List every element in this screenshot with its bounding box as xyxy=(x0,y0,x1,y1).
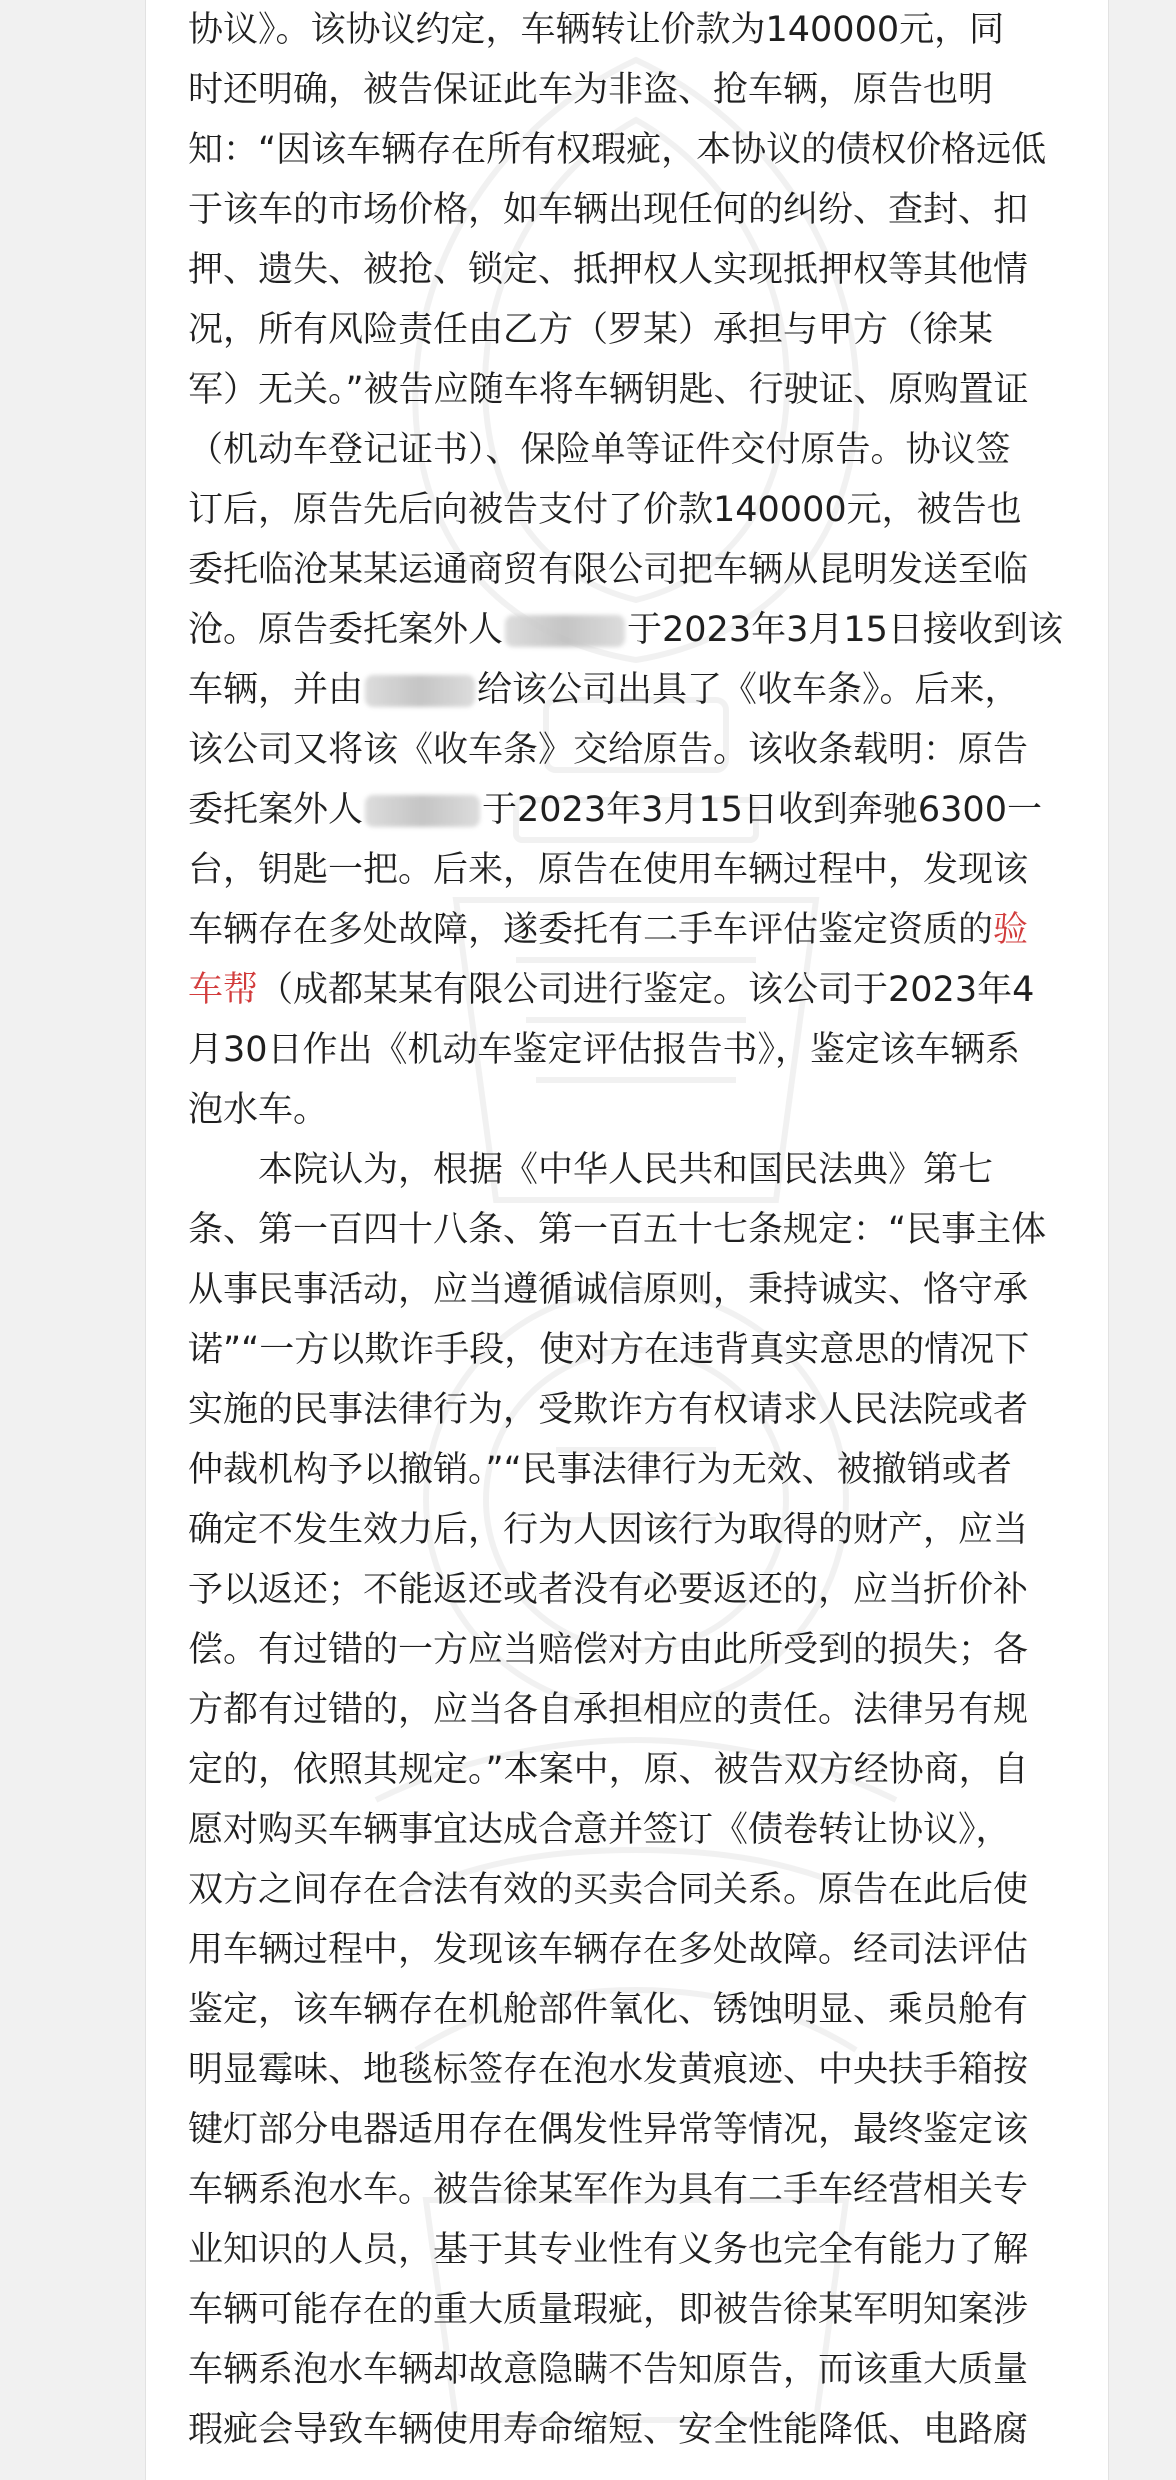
paragraph-first-line: 本院认为，根据《中华人民共和国民法典》第七 xyxy=(258,1150,994,1190)
redacted-name-blur xyxy=(505,615,625,647)
text-line: 键灯部分电器适用存在偶发性异常等情况，最终鉴定该 xyxy=(188,2110,1029,2150)
text-line: 月30日作出《机动车鉴定评估报告书》，鉴定该车辆系 xyxy=(188,1030,1021,1070)
text-segment: 沧。原告委托案外人 xyxy=(188,610,504,650)
text-line: 双方之间存在合法有效的买卖合同关系。原告在此后使 xyxy=(188,1870,1029,1910)
yanchebang-link[interactable]: 车帮 xyxy=(188,970,259,1010)
text-line: 知：“因该车辆存在所有权瑕疵，本协议的债权价格远低 xyxy=(188,130,1047,170)
text-line: 用车辆过程中，发现该车辆存在多处故障。经司法评估 xyxy=(188,1930,1029,1970)
text-line: 该公司又将该《收车条》交给原告。该收条载明：原告 xyxy=(188,730,1029,770)
text-line: 订后，原告先后向被告支付了价款140000元，被告也 xyxy=(188,490,1022,530)
text-line: 从事民事活动，应当遵循诚信原则，秉持诚实、恪守承 xyxy=(188,1270,1029,1310)
text-line: 于该车的市场价格，如车辆出现任何的纠纷、查封、扣 xyxy=(188,190,1029,230)
text-line: 车辆可能存在的重大质量瑕疵，即被告徐某军明知案涉 xyxy=(188,2290,1029,2330)
text-line xyxy=(188,900,1068,960)
text-line: 偿。有过错的一方应当赔偿对方由此所受到的损失；各 xyxy=(188,1630,1029,1670)
text-line: 协议》。该协议约定，车辆转让价款为140000元，同 xyxy=(188,10,1005,50)
text-segment: 委托案外人 xyxy=(188,790,364,830)
text-line xyxy=(188,960,1068,1020)
text-line: 实施的民事法律行为，受欺诈方有权请求人民法院或者 xyxy=(188,1390,1029,1430)
text-line: 台，钥匙一把。后来，原告在使用车辆过程中，发现该 xyxy=(188,850,1029,890)
text-line: 军）无关。”被告应随车将车辆钥匙、行驶证、原购置证 xyxy=(188,370,1029,410)
text-line: 瑕疵会导致车辆使用寿命缩短、安全性能降低、电路腐 xyxy=(188,2410,1029,2450)
text-line: 时还明确，被告保证此车为非盗、抢车辆，原告也明 xyxy=(188,70,994,110)
document-page xyxy=(145,0,1109,2480)
text-line: 予以返还；不能返还或者没有必要返还的，应当折价补 xyxy=(188,1570,1029,1610)
text-line: 泡水车。 xyxy=(188,1090,329,1130)
yanchebang-link[interactable]: 验 xyxy=(993,910,1029,950)
text-line: 况，所有风险责任由乙方（罗某）承担与甲方（徐某 xyxy=(188,310,994,350)
text-line: 愿对购买车辆事宜达成合意并签订《债卷转让协议》， xyxy=(188,1810,1011,1850)
text-line: 条、第一百四十八条、第一百五十七条规定：“民事主体 xyxy=(188,1210,1047,1250)
text-line: 定的，依照其规定。”本案中，原、被告双方经协商，自 xyxy=(188,1750,1029,1790)
text-line: 委托临沧某某运通商贸有限公司把车辆从昆明发送至临 xyxy=(188,550,1029,590)
text-line xyxy=(188,780,1068,840)
text-line: 业知识的人员，基于其专业性有义务也完全有能力了解 xyxy=(188,2230,1029,2270)
text-segment: 于2023年3月15日接收到该 xyxy=(627,610,1063,650)
text-line: 车辆系泡水车。被告徐某军作为具有二手车经营相关专 xyxy=(188,2170,1029,2210)
text-segment: 于2023年3月15日收到奔驰6300一 xyxy=(482,790,1042,830)
text-segment: 车辆，并由 xyxy=(188,670,364,710)
redacted-name-blur xyxy=(365,675,475,707)
text-segment: 给该公司出具了《收车条》。后来， xyxy=(477,670,1020,710)
text-line: 鉴定，该车辆存在机舱部件氧化、锈蚀明显、乘员舱有 xyxy=(188,1990,1029,2030)
text-line: 仲裁机构予以撤销。”“民事法律行为无效、被撤销或者 xyxy=(188,1450,1012,1490)
text-line: 确定不发生效力后，行为人因该行为取得的财产，应当 xyxy=(188,1510,1029,1550)
text-line: 方都有过错的，应当各自承担相应的责任。法律另有规 xyxy=(188,1690,1029,1730)
text-line: （机动车登记证书）、保险单等证件交付原告。协议签 xyxy=(188,430,1011,470)
text-line: 车辆系泡水车辆却故意隐瞒不告知原告，而该重大质量 xyxy=(188,2350,1029,2390)
text-line: 诺”“一方以欺诈手段，使对方在违背真实意思的情况下 xyxy=(188,1330,1030,1370)
text-line xyxy=(188,660,1068,720)
redacted-name-blur xyxy=(365,795,480,827)
text-line: 押、遗失、被抢、锁定、抵押权人实现抵押权等其他情 xyxy=(188,250,1029,290)
text-line: 明显霉味、地毯标签存在泡水发黄痕迹、中央扶手箱按 xyxy=(188,2050,1029,2090)
text-segment: 车辆存在多处故障，遂委托有二手车评估鉴定资质的 xyxy=(188,910,994,950)
text-line xyxy=(188,600,1068,660)
document-body xyxy=(188,0,1068,2460)
text-segment: （成都某某有限公司进行鉴定。该公司于2023年4 xyxy=(258,970,1035,1010)
